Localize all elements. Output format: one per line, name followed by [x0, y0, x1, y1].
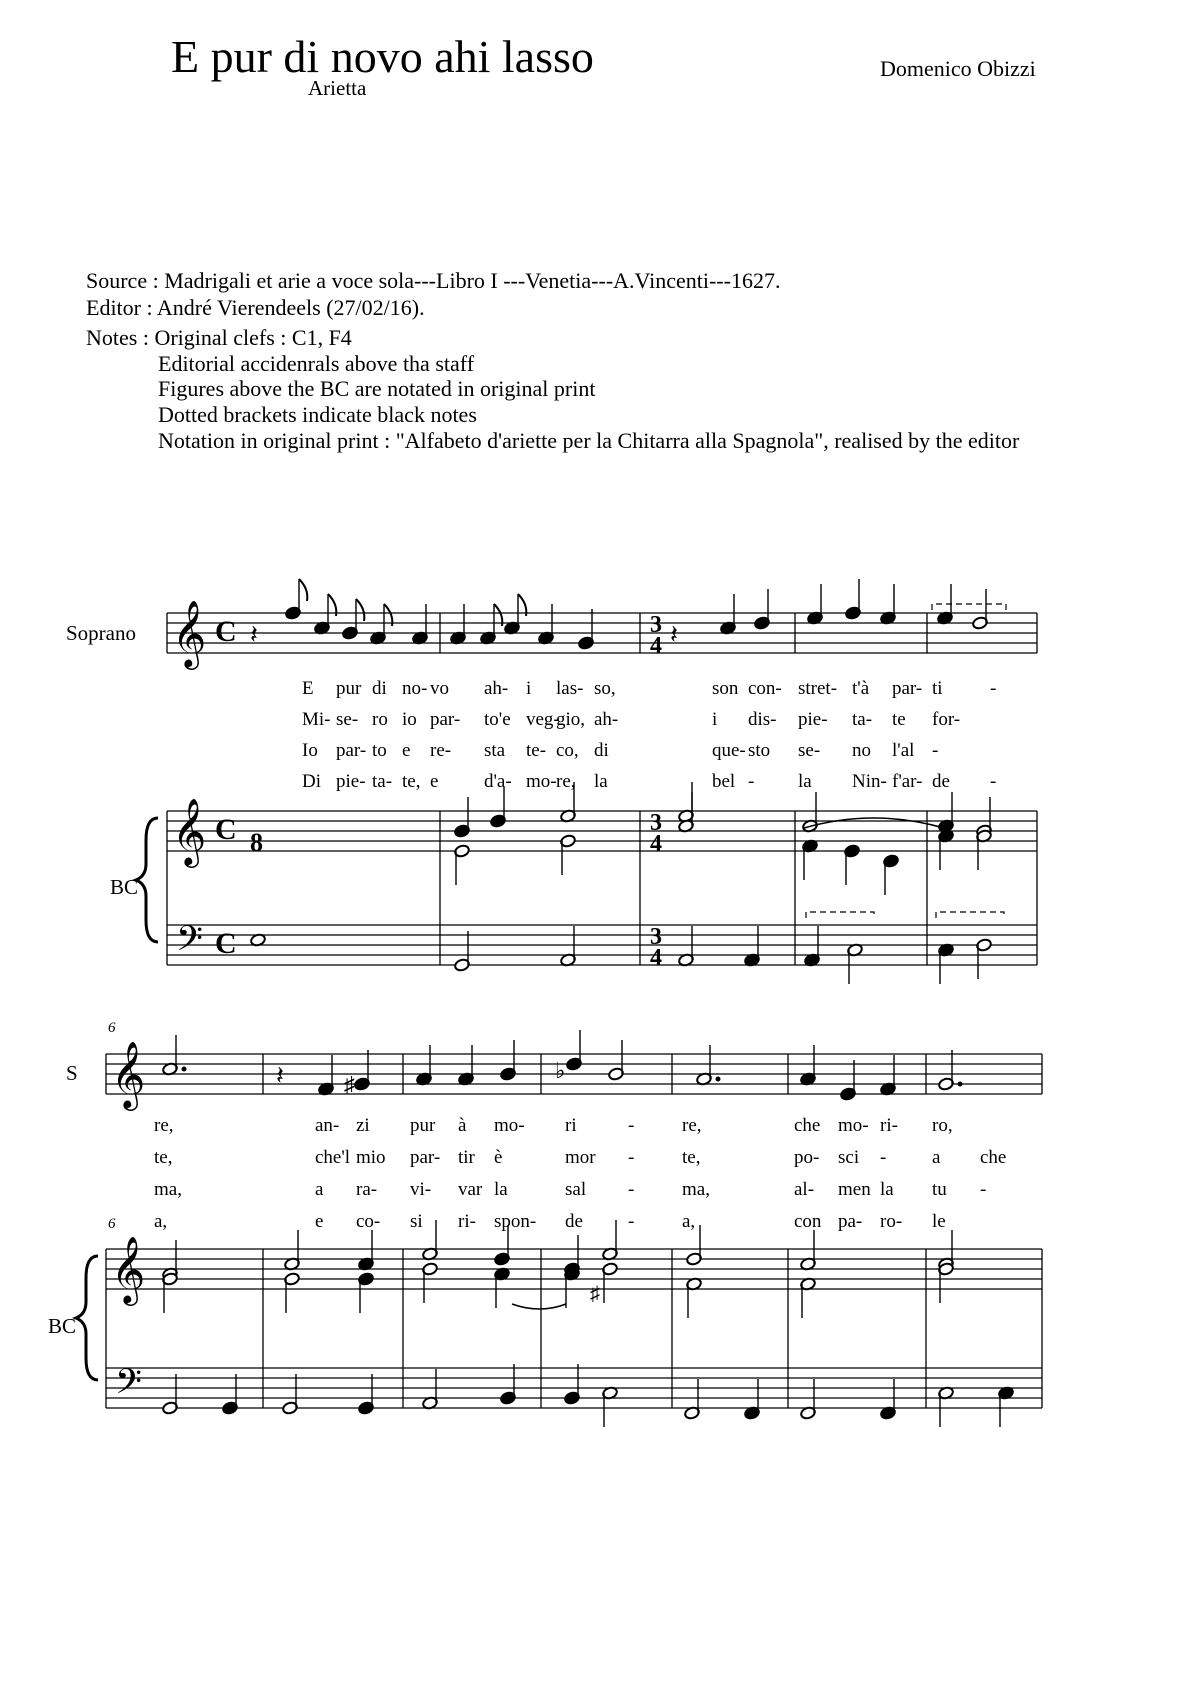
- time-sig-bottom: 4: [650, 831, 662, 857]
- flag: [356, 599, 364, 621]
- lyric-syllable: Di: [302, 771, 321, 792]
- note-item: Notation in original print : "Alfabeto d'ariette per la Chitarra alla Spagnola", realised by the editor: [158, 428, 1020, 453]
- lyric-syllable: f'ar-: [892, 771, 923, 792]
- sharp-accidental: ♯: [344, 1072, 355, 1097]
- dot: [716, 1077, 721, 1082]
- lyric-syllable: an-: [315, 1115, 340, 1136]
- piece-subtitle: Arietta: [308, 76, 367, 100]
- lyric-syllable: ra-: [356, 1179, 378, 1200]
- lyric-syllable: re,: [154, 1115, 174, 1136]
- bass-clef: 𝄢: [176, 921, 204, 967]
- treble-clef: 𝄞: [172, 799, 207, 864]
- lyric-syllable: ro: [372, 709, 388, 730]
- lyric-syllable: te,: [682, 1147, 701, 1168]
- lyric-syllable: ta-: [852, 709, 873, 730]
- lyric-syllable: ri-: [880, 1115, 898, 1136]
- soprano-label: Soprano: [66, 621, 136, 645]
- lyric-syllable: gio,: [556, 709, 586, 730]
- lyric-syllable: mor: [565, 1147, 596, 1168]
- lyric-syllable: con: [794, 1211, 822, 1232]
- lyric-syllable: te,: [402, 771, 421, 792]
- lyric-syllable: -: [628, 1179, 635, 1200]
- lyric-syllable: Mi-: [302, 709, 331, 730]
- lyric-syllable: a: [315, 1179, 324, 1200]
- lyric-syllable: con-: [748, 678, 782, 699]
- flat-accidental: ♭: [555, 1058, 566, 1083]
- lyric-syllable: te: [892, 709, 906, 730]
- treble-clef: 𝄞: [111, 1237, 146, 1302]
- lyric-syllable: sci: [838, 1147, 860, 1168]
- lyric-syllable: se-: [798, 740, 821, 761]
- lyric-syllable: spon-: [494, 1211, 537, 1232]
- lyric-syllable: di: [372, 678, 387, 699]
- dot: [958, 1082, 963, 1087]
- lyric-syllable: vi-: [410, 1179, 432, 1200]
- piece-title: E pur di novo ahi lasso: [171, 31, 594, 82]
- lyric-syllable: ro-: [880, 1211, 903, 1232]
- lyric-syllable: e: [430, 771, 439, 792]
- time-sig-top: 3: [650, 924, 662, 950]
- lyric-syllable: -: [628, 1211, 635, 1232]
- lyric-syllable: i: [526, 678, 532, 699]
- measure-number: 6: [108, 1216, 116, 1232]
- note-item: Dotted brackets indicate black notes: [158, 402, 477, 427]
- lyric-syllable: var: [458, 1179, 483, 1200]
- lyric-syllable: a,: [154, 1211, 168, 1232]
- lyric-syllable: e: [402, 740, 411, 761]
- lyric-syllable: no: [852, 740, 871, 761]
- lyric-syllable: bel: [712, 771, 736, 792]
- lyric-syllable: che: [980, 1147, 1007, 1168]
- lyric-syllable: ma,: [682, 1179, 710, 1200]
- note-item: Editorial accidenrals above tha staff: [158, 351, 475, 376]
- lyric-syllable: de: [932, 771, 950, 792]
- bc-brace: [136, 818, 158, 942]
- lyric-syllable: che'l: [315, 1147, 351, 1168]
- lyric-syllable: al-: [794, 1179, 815, 1200]
- lyric-syllable: son: [712, 678, 739, 699]
- quarter-rest: 𝄽: [670, 620, 678, 649]
- quarter-rest: 𝄽: [250, 620, 258, 649]
- time-sig-top: 3: [650, 612, 662, 638]
- lyric-syllable: t'à: [852, 678, 870, 699]
- treble-clef: 𝄞: [111, 1042, 146, 1107]
- notation: [76, 579, 1042, 1427]
- lyric-syllable: ta-: [372, 771, 393, 792]
- lyric-syllable: re,: [556, 771, 576, 792]
- lyric-syllable: par-: [892, 678, 923, 699]
- measure-number: 6: [108, 1020, 116, 1036]
- sharp-accidental: ♯: [590, 1283, 600, 1305]
- black-note-bracket: [936, 912, 1004, 918]
- lyric-syllable: ro,: [932, 1115, 953, 1136]
- treble-clef: 𝄞: [172, 601, 207, 666]
- lyric-syllable: to'e: [484, 709, 511, 730]
- system-1: [66, 621, 138, 899]
- lyric-syllable: pur: [410, 1115, 436, 1136]
- lyric-syllable: i: [712, 709, 718, 730]
- lyric-syllable: mio: [356, 1147, 386, 1168]
- tie: [804, 818, 944, 828]
- lyric-syllable: le: [932, 1211, 946, 1232]
- lyric-syllable: re,: [682, 1115, 702, 1136]
- lyric-syllable: -: [748, 771, 755, 792]
- time-sig-top: 3: [650, 810, 662, 836]
- source-line: Source : Madrigali et arie a voce sola---Libro I ---Venetia---A.Vincenti---1627.: [86, 268, 781, 293]
- lyric-syllable: si: [410, 1211, 423, 1232]
- lyric-syllable: ri: [565, 1115, 577, 1136]
- lyric-syllable: è: [494, 1147, 503, 1168]
- time-sig-bottom: 4: [650, 945, 662, 971]
- black-note-bracket: [932, 604, 1006, 610]
- tie: [512, 1304, 566, 1309]
- lyric-syllable: co,: [556, 740, 579, 761]
- composer-name: Domenico Obizzi: [880, 56, 1036, 81]
- lyric-syllable: pie-: [336, 771, 366, 792]
- bass-clef: 𝄢: [115, 1364, 143, 1410]
- lyric-syllable: dis-: [748, 709, 777, 730]
- lyric-syllable: -: [880, 1147, 887, 1168]
- lyric-syllable: vo: [430, 678, 449, 699]
- dot: [182, 1067, 187, 1072]
- quarter-rest: 𝄽: [276, 1061, 284, 1090]
- lyric-syllable: -: [990, 771, 997, 792]
- lyric-syllable: ah-: [484, 678, 509, 699]
- lyric-syllable: tir: [458, 1147, 475, 1168]
- lyric-syllable: e: [315, 1211, 324, 1232]
- lyric-syllable: -: [628, 1115, 635, 1136]
- common-time: C: [215, 615, 237, 648]
- time-sig-bottom: 4: [650, 633, 662, 659]
- lyric-syllable: E: [302, 678, 314, 699]
- lyric-syllable: veg-: [526, 709, 560, 730]
- lyric-syllable: pie-: [798, 709, 828, 730]
- lyric-syllable: so,: [594, 678, 616, 699]
- lyric-syllable: de: [565, 1211, 583, 1232]
- octave-eight: 8: [250, 828, 263, 857]
- lyric-syllable: mo-: [494, 1115, 525, 1136]
- lyric-syllable: che: [794, 1115, 821, 1136]
- lyric-syllable: se-: [336, 709, 359, 730]
- lyric-syllable: sto: [748, 740, 771, 761]
- bc-label: BC: [48, 1314, 77, 1338]
- lyric-syllable: te-: [526, 740, 547, 761]
- lyric-syllable: mo-: [838, 1115, 869, 1136]
- lyric-syllable: las-: [556, 678, 584, 699]
- flag: [299, 579, 307, 601]
- lyric-syllable: par-: [336, 740, 367, 761]
- lyric-syllable: la: [880, 1179, 894, 1200]
- lyric-syllable: for-: [932, 709, 961, 730]
- lyric-syllable: men: [838, 1179, 871, 1200]
- lyric-syllable: par-: [410, 1147, 441, 1168]
- lyric-syllable: -: [932, 740, 939, 761]
- lyric-syllable: ah-: [594, 709, 619, 730]
- soprano-label: S: [66, 1061, 78, 1085]
- lyric-syllable: mo-: [526, 771, 557, 792]
- lyric-syllable: -: [628, 1147, 635, 1168]
- lyric-syllable: Io: [302, 740, 318, 761]
- notes-label: Notes : Original clefs : C1, F4: [86, 325, 352, 350]
- lyric-syllable: la: [494, 1179, 508, 1200]
- editor-line: Editor : André Vierendeels (27/02/16).: [86, 295, 425, 320]
- lyric-syllable: di: [594, 740, 609, 761]
- common-time: C: [215, 927, 237, 960]
- lyric-syllable: a,: [682, 1211, 696, 1232]
- lyric-syllable: sta: [484, 740, 506, 761]
- lyric-syllable: stret-: [798, 678, 838, 699]
- lyric-syllable: la: [798, 771, 812, 792]
- lyric-syllable: ma,: [154, 1179, 182, 1200]
- bc-brace: [76, 1256, 98, 1380]
- lyric-syllable: zi: [356, 1115, 370, 1136]
- note-item: Figures above the BC are notated in original print: [158, 376, 596, 401]
- lyric-syllable: ri-: [458, 1211, 476, 1232]
- lyric-syllable: tu: [932, 1179, 947, 1200]
- lyric-syllable: Nin-: [852, 771, 887, 792]
- lyric-syllable: no-: [402, 678, 428, 699]
- lyric-syllable: sal: [565, 1179, 587, 1200]
- lyric-syllable: ti: [932, 678, 943, 699]
- lyric-syllable: par-: [430, 709, 461, 730]
- common-time: C: [215, 813, 237, 846]
- lyric-syllable: po-: [794, 1147, 820, 1168]
- lyric-syllable: -: [990, 678, 997, 699]
- lyric-syllable: to: [372, 740, 387, 761]
- lyric-syllable: l'al: [892, 740, 915, 761]
- lyric-syllable: re-: [430, 740, 452, 761]
- lyric-syllable: pur: [336, 678, 362, 699]
- black-note-bracket: [806, 912, 874, 918]
- lyric-syllable: à: [458, 1115, 467, 1136]
- lyric-syllable: co-: [356, 1211, 381, 1232]
- lyric-syllable: a: [932, 1147, 941, 1168]
- bc-label: BC: [110, 875, 139, 899]
- lyric-syllable: que-: [712, 740, 746, 761]
- lyric-syllable: -: [980, 1179, 987, 1200]
- lyric-syllable: te,: [154, 1147, 173, 1168]
- lyric-syllable: io: [402, 709, 417, 730]
- lyric-syllable: pa-: [838, 1211, 863, 1232]
- lyric-syllable: d'a-: [484, 771, 512, 792]
- lyric-syllable: la: [594, 771, 608, 792]
